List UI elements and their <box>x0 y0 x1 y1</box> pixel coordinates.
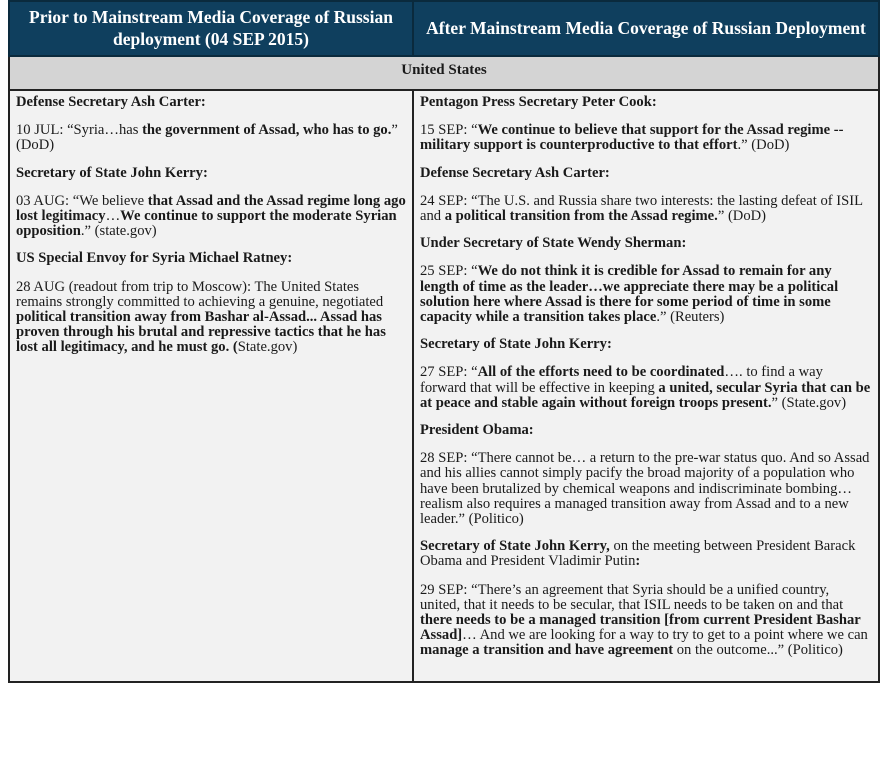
statement-entry <box>420 236 872 325</box>
statement-entry <box>420 423 872 527</box>
quote-text: 29 SEP: “There’s an agreement that Syria should be a unified country, united, that it needs to be secular, that ISIL needs to be taken on and that there needs to be a managed transition [from current President Bashar Assad]… And we are looking for a way to try to get to a point where we can manage a transition and have agreement on the outcome...” (Politico) <box>420 581 868 659</box>
quote-text: 24 SEP: “The U.S. and Russia share two interests: the lasting defeat of ISIL and a political transition from the Assad regime.” (DoD) <box>420 192 863 225</box>
speaker-name: US Special Envoy for Syria Michael Ratney: <box>16 250 293 267</box>
header-left: Prior to Mainstream Media Coverage of Russian deployment (04 SEP 2015) <box>9 1 413 56</box>
speaker-name: Secretary of State John Kerry: <box>420 336 612 353</box>
speaker-name: Pentagon Press Secretary Peter Cook: <box>420 94 657 110</box>
header-right: After Mainstream Media Coverage of Russian Deployment <box>413 1 879 56</box>
statement-entry <box>16 251 406 355</box>
statement-entry <box>16 95 406 154</box>
section-title: United States <box>9 56 879 90</box>
quote-text: 28 SEP: “There cannot be… a return to the pre-war status quo. And so Assad and his allies cannot simply pacify the broad majority of a population who have been brutalized by chemical weapons and indiscriminate bombing…realism also requires a managed transition away from Assad and to a new leader.” (Politico) <box>420 450 870 528</box>
speaker-name: Secretary of State John Kerry, on the meeting between President Barack Obama and President Vladimir Putin: <box>420 538 856 570</box>
quote-text: 15 SEP: “We continue to believe that support for the Assad regime -- military support is counterproductive to that effort.” (DoD) <box>420 122 844 154</box>
speaker-name: Defense Secretary Ash Carter: <box>420 164 610 181</box>
right-column <box>413 90 879 682</box>
comparison-table <box>8 0 880 683</box>
quote-text: 10 JUL: “Syria…has the government of Assad, who has to go.” (DoD) <box>16 122 398 154</box>
header-row <box>9 1 879 56</box>
statement-entry <box>420 166 872 225</box>
speaker-name: Under Secretary of State Wendy Sherman: <box>420 235 687 252</box>
quote-text: 25 SEP: “We do not think it is credible for Assad to remain for any length of time as the leader…we appreciate there may be a political solution here where Assad is there for some period of time in some capacity while a transition takes place.” (Reuters) <box>420 263 839 326</box>
quote-text: 27 SEP: “All of the efforts need to be coordinated…. to find a way forward that will be effective in keeping a united, secular Syria that can be at peace and stable again without foreign troops present.” (State.gov) <box>420 364 871 411</box>
speaker-name: President Obama: <box>420 422 534 439</box>
content-row <box>9 90 879 682</box>
speaker-name: Secretary of State John Kerry: <box>16 164 208 181</box>
section-row <box>9 56 879 90</box>
statement-entry <box>420 337 872 411</box>
quote-text: 03 AUG: “We believe that Assad and the Assad regime long ago lost legitimacy…We continue to support the moderate Syrian opposition.” (state.gov) <box>16 192 406 240</box>
statement-entry <box>16 166 406 240</box>
statement-entry <box>420 95 872 154</box>
quote-text: 28 AUG (readout from trip to Moscow): The United States remains strongly committed to achieving a genuine, negotiated political transition away from Bashar al-Assad... Assad has proven through his brutal and repressive tactics that he has lost all legitimacy, and he must go. (State.gov) <box>16 278 386 356</box>
speaker-name: Defense Secretary Ash Carter: <box>16 94 206 110</box>
left-column <box>9 90 413 682</box>
statement-entry <box>420 539 872 658</box>
